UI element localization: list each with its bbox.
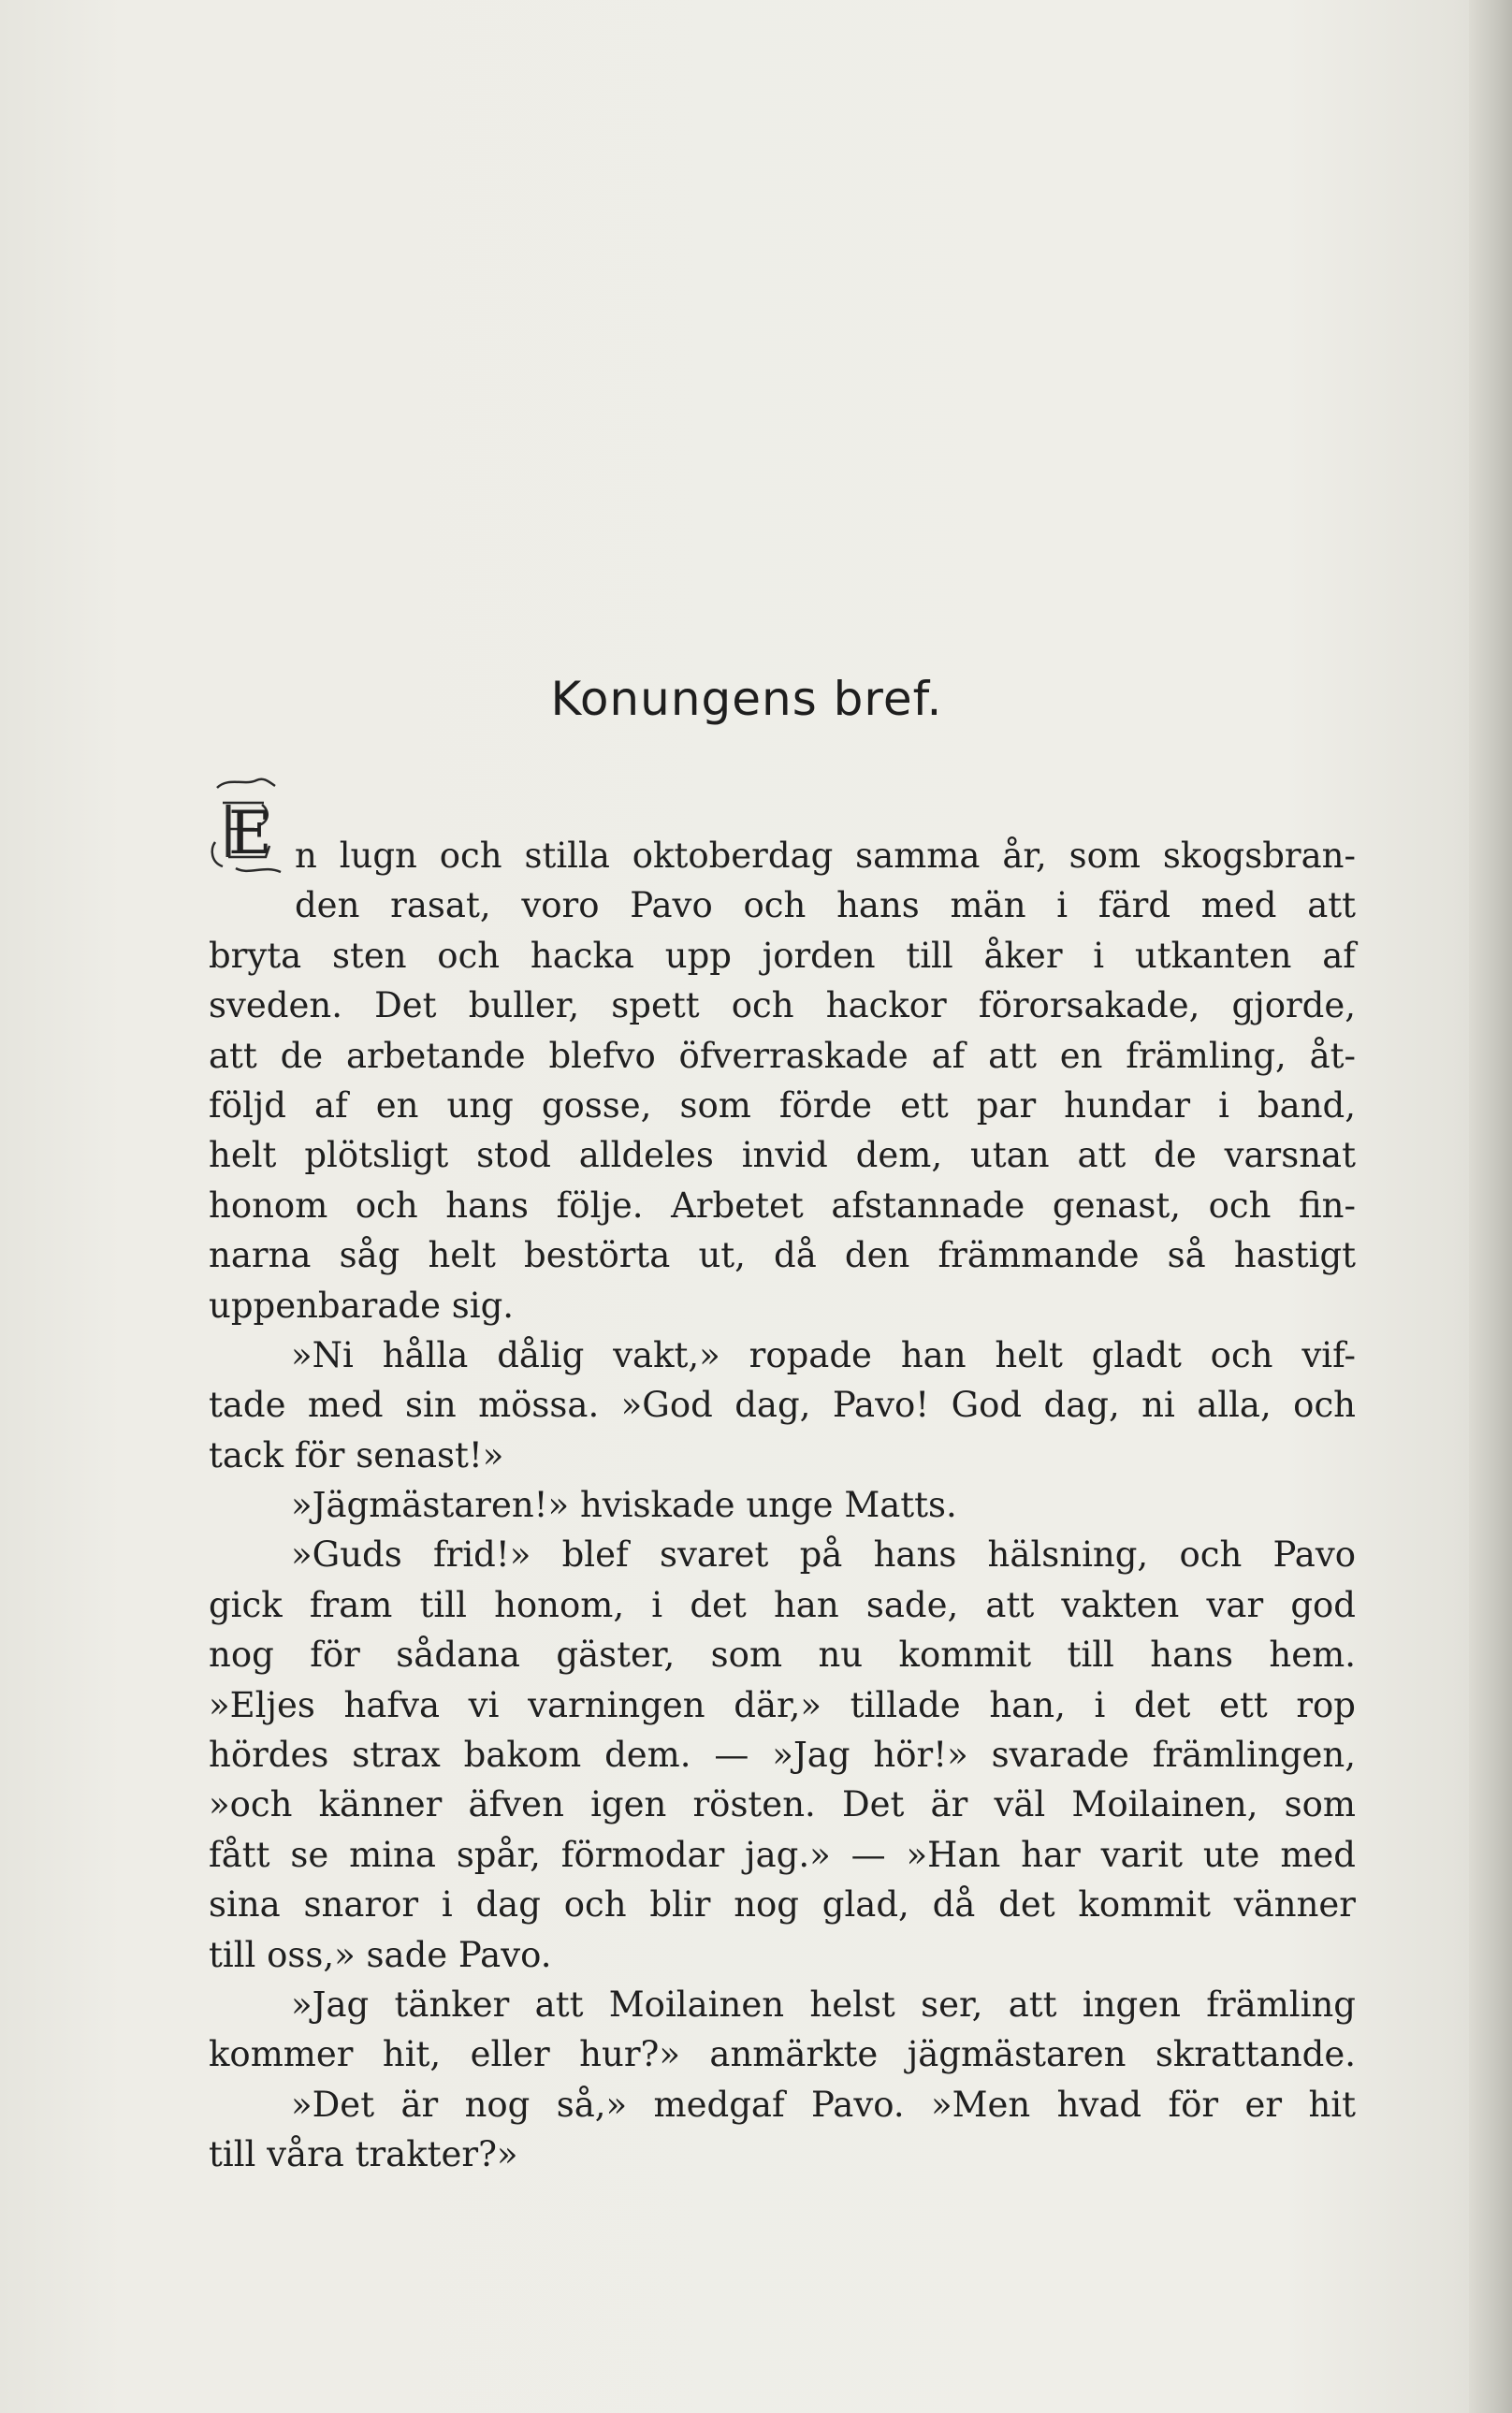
text-line: n lugn och stilla oktoberdag samma år, som skogsbran- [295, 836, 1356, 876]
text-line: narna såg helt bestörta ut, då den främmande så hastigt [209, 1235, 1356, 1276]
text-line: hördes strax bakom dem. — »Jag hör!» svarade främlingen, [209, 1735, 1356, 1776]
text-line: att de arbetande blefvo öfverraskade af att en främling, åt- [209, 1035, 1356, 1076]
text-line: uppenbarade sig. [209, 1285, 515, 1326]
text-line: »Eljes hafva vi varningen där,» tillade han, i det ett rop [209, 1684, 1356, 1725]
text-line: sveden. Det buller, spett och hackor förorsakade, gjorde, [209, 985, 1356, 1026]
text-line: »Ni hålla dålig vakt,» ropade han helt gladt och vif- [291, 1334, 1356, 1375]
text-line: nog för sådana gäster, som nu kommit till hans hem. [209, 1635, 1356, 1676]
text-line: tack för senast!» [209, 1434, 504, 1475]
text-line: »Det är nog så,» medgaf Pavo. »Men hvad för er hit [291, 2084, 1356, 2125]
text-line: honom och hans följe. Arbetet afstannade genast, och fin- [209, 1185, 1356, 1226]
text-line: till våra trakter?» [209, 2134, 518, 2175]
text-line: den rasat, voro Pavo och hans män i färd med att [295, 885, 1356, 926]
text-line: bryta sten och hacka upp jorden till åker i utkanten af [209, 935, 1356, 976]
text-line: sina snaror i dag och blir nog glad, då det kommit vänner [209, 1884, 1356, 1926]
text-line: gick fram till honom, i det han sade, att vakten var god [209, 1584, 1356, 1625]
text-line: »och känner äfven igen rösten. Det är väl Moilainen, som [209, 1784, 1356, 1825]
text-line: följd af en ung gosse, som förde ett par hundar i band, [209, 1084, 1356, 1126]
text-line: fått se mina spår, förmodar jag.» — »Han har varit ute med [209, 1834, 1356, 1875]
page-edge-shadow [1469, 0, 1512, 2413]
text-line: kommer hit, eller hur?» anmärkte jägmästaren skrattande. [209, 2034, 1356, 2075]
svg-text:E: E [228, 799, 272, 868]
text-line: helt plötsligt stod alldeles invid dem, utan att de varsnat [209, 1135, 1356, 1176]
body-text [209, 831, 1356, 2180]
text-line: »Guds frid!» blef svaret på hans hälsning, och Pavo [291, 1534, 1356, 1576]
text-line: »Jägmästaren!» hviskade unge Matts. [291, 1485, 957, 1526]
text-line: tade med sin mössa. »God dag, Pavo! God dag, ni alla, och [209, 1385, 1356, 1426]
chapter-title: Konungens bref. [550, 672, 943, 726]
text-line: »Jag tänker att Moilainen helst ser, att ingen främling [291, 1984, 1356, 2025]
text-line: till oss,» sade Pavo. [209, 1934, 552, 1975]
